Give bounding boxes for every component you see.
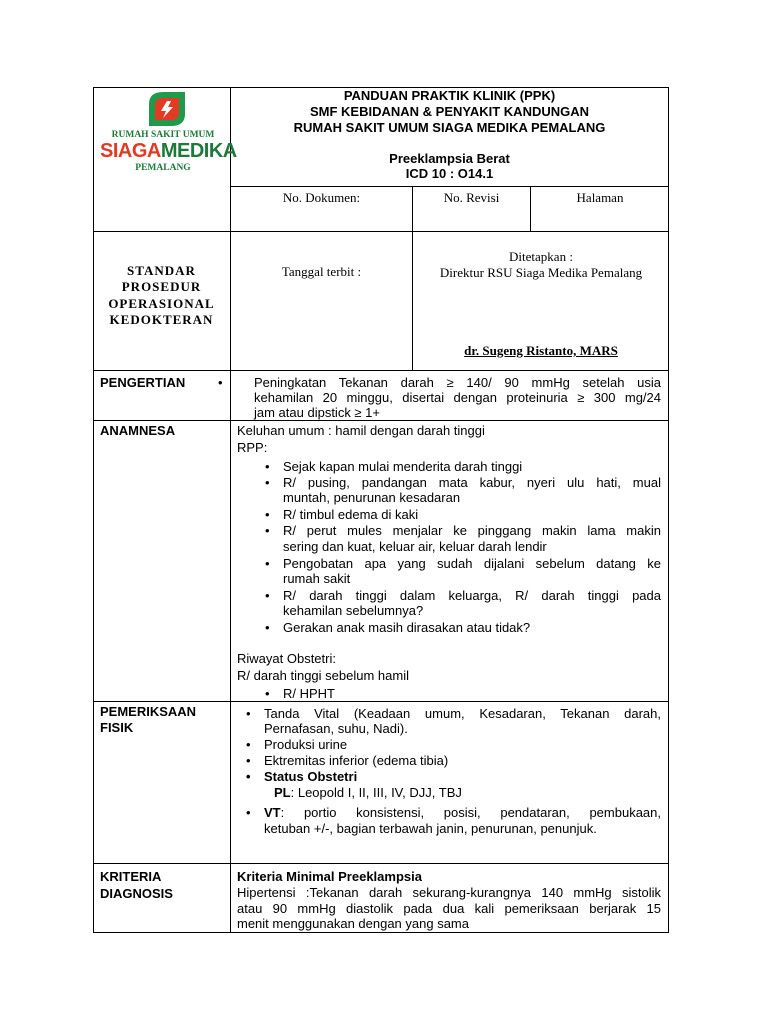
anamnesa-item-6b: kehamilan sebelumnya? (283, 603, 424, 618)
spo-line-4: KEDOKTERAN (109, 312, 214, 327)
kriteria-line-2: atau 90 mmHg diastolik pada dua kali pemeriksaan berjarak 15 (237, 901, 661, 916)
logo-city-text: PEMALANG (135, 163, 191, 173)
kriteria-label-2: DIAGNOSIS (100, 886, 173, 901)
tanggal-terbit-label: Tanggal terbit : (281, 264, 362, 279)
pengertian-line-2: kehamilan 20 minggu, disertai dengan proteinuria ≥ 300 mg/24 (254, 390, 661, 405)
anamnesa-item-1: Sejak kapan mulai menderita darah tinggi (283, 459, 523, 474)
header-line-3: RUMAH SAKIT UMUM SIAGA MEDIKA PEMALANG (293, 120, 606, 135)
signatory-name: dr. Sugeng Ristanto, MARS (464, 343, 618, 358)
logo-brand-b: MEDIKA (160, 140, 237, 162)
pengertian-line-3: jam atau dipstick ≥ 1+ (254, 405, 381, 420)
column-divider (230, 87, 231, 933)
pengertian-divider (93, 420, 669, 421)
kriteria-title: Kriteria Minimal Preeklampsia (237, 869, 422, 884)
header-line-1: PANDUAN PRAKTIK KLINIK (PPK) (343, 88, 556, 103)
icd-code: ICD 10 : O14.1 (405, 166, 494, 181)
keluhan-umum: Keluhan umum : hamil dengan darah tinggi (237, 423, 485, 438)
spo-line-1: STANDAR (127, 263, 196, 278)
kriteria-line-3: menit menggunakan dengan yang sama (237, 916, 469, 931)
anamnesa-item-4b: sering dan kuat, keluar air, keluar darah lendir (283, 539, 547, 554)
pengertian-text-1: Peningkatan Tekanan darah ≥ 140/ 90 mmHg setelah usia (254, 375, 661, 390)
tanda-vital-line-1: Tanda Vital (Keadaan umum, Kesadaran, Tekanan darah, (264, 706, 661, 721)
no-dokumen-label: No. Dokumen: (282, 190, 361, 205)
anamnesa-item-3: R/ timbul edema di kaki (283, 507, 419, 522)
kriteria-line-1: Hipertensi :Tekanan darah sekurang-kurangnya 140 mmHg sistolik (237, 885, 661, 900)
hospital-logo (100, 90, 237, 180)
vt-label: VT (264, 805, 281, 820)
pl-label: PL (274, 785, 291, 800)
hpht-item: R/ HPHT (283, 686, 335, 701)
anamnesa-item-7: Gerakan anak masih dirasakan atau tidak? (283, 620, 531, 635)
header-line-2: SMF KEBIDANAN & PENYAKIT KANDUNGAN (309, 104, 590, 119)
pemeriksaan-divider (93, 863, 669, 864)
logo-mark-icon (147, 90, 187, 128)
anamnesa-label: ANAMNESA (100, 423, 176, 438)
anamnesa-item-2b: muntah, penurunan kesadaran (283, 490, 461, 505)
spo-divider (93, 370, 669, 371)
pl-line (274, 785, 462, 800)
anamnesa-item-6: R/ darah tinggi dalam keluarga, R/ darah tinggi pada (283, 588, 661, 603)
produksi-urine: Produksi urine (264, 737, 348, 752)
riwayat-obstetri-label: Riwayat Obstetri: (237, 651, 336, 666)
spo-line-2: PROSEDUR (121, 279, 202, 294)
anamnesa-item-5: Pengobatan apa yang sudah dijalani sebelum datang ke (283, 556, 661, 571)
no-revisi-label: No. Revisi (443, 190, 500, 205)
meta-divider (93, 231, 669, 232)
pemeriksaan-label-2: FISIK (100, 720, 134, 735)
vt-line-2: ketuban +/-, bagian terbawah janin, penurunan, penunjuk. (264, 821, 597, 836)
pengertian-line-1 (254, 375, 661, 390)
spo-line-3: OPERASIONAL (108, 296, 215, 311)
status-obstetri: Status Obstetri (264, 769, 358, 784)
kriteria-label-1: KRITERIA (100, 869, 162, 884)
anamnesa-item-5b: rumah sakit (283, 571, 351, 586)
ekstremitas-inferior: Ektremitas inferior (edema tibia) (264, 753, 449, 768)
logo-brand-text (100, 140, 237, 162)
vt-text: : portio konsistensi, posisi, pendataran, pembukaan, (280, 805, 661, 820)
anamnesa-item-4: R/ perut mules menjalar ke pinggang makin lama makin (283, 523, 661, 538)
direktur-label: Direktur RSU Siaga Medika Pemalang (439, 265, 643, 280)
rpp-label: RPP: (237, 440, 268, 455)
tanda-vital-line-2: Pernafasan, suhu, Nadi). (264, 721, 408, 736)
logo-brand-a: SIAGA (100, 140, 161, 162)
header-divider (230, 186, 669, 187)
anamnesa-item-2: R/ pusing, pandangan mata kabur, nyeri ulu hati, mual (283, 475, 661, 490)
ditetapkan-label: Ditetapkan : (509, 249, 573, 264)
anamnesa-divider (93, 701, 669, 702)
pl-text: : Leopold I, II, III, IV, DJJ, TBJ (290, 785, 462, 800)
halaman-label: Halaman (576, 190, 624, 205)
riwayat-darah-tinggi: R/ darah tinggi sebelum hamil (237, 668, 409, 683)
document-title: Preeklampsia Berat (389, 151, 510, 166)
logo-top-text: RUMAH SAKIT UMUM (111, 130, 215, 140)
vt-line-1 (264, 805, 661, 820)
pengertian-label: PENGERTIAN (100, 375, 186, 390)
pemeriksaan-label-1: PEMERIKSAAN (100, 704, 197, 719)
